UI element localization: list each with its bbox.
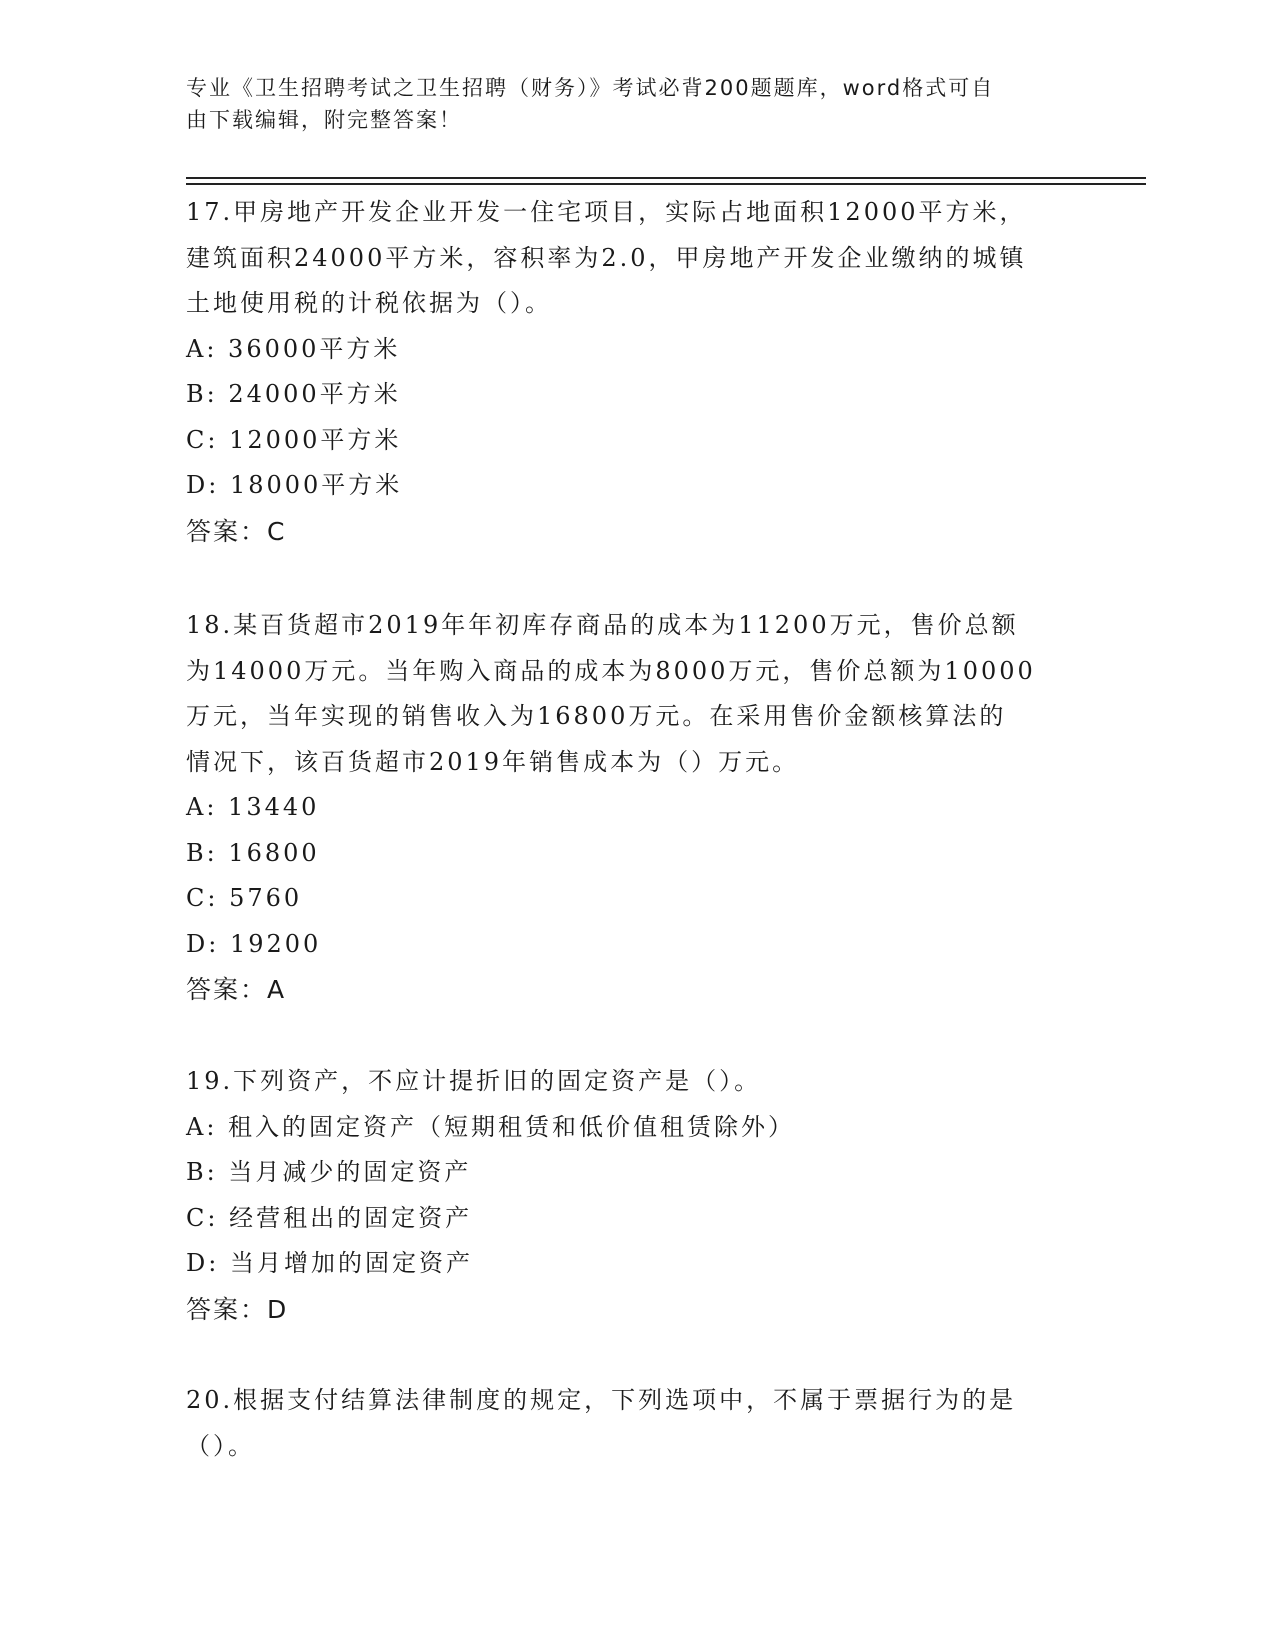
option-c: C: 12000平方米 xyxy=(186,425,402,454)
question-stem-line: 建筑面积24000平方米，容积率为2.0，甲房地产开发企业缴纳的城镇 xyxy=(186,243,1027,272)
option-c: C: 经营租出的固定资产 xyxy=(186,1203,473,1232)
header-divider-bottom xyxy=(186,183,1146,185)
header-divider-top xyxy=(186,177,1146,179)
question-stem-line: 情况下，该百货超市2019年销售成本为（）万元。 xyxy=(186,747,800,776)
question-19 xyxy=(186,1059,1086,1332)
question-stem-line: （）。 xyxy=(186,1431,255,1460)
header-line-1: 专业《卫生招聘考试之卫生招聘（财务）》考试必背200题题库，word格式可自 xyxy=(186,76,995,100)
option-c: C: 5760 xyxy=(186,884,303,912)
option-b: B: 16800 xyxy=(186,838,320,867)
question-stem-line: 万元，当年实现的销售收入为16800万元。在采用售价金额核算法的 xyxy=(186,702,1007,730)
option-b: B: 当月减少的固定资产 xyxy=(186,1158,472,1186)
question-stem-line: 为14000万元。当年购入商品的成本为8000万元，售价总额为10000 xyxy=(186,656,1036,685)
option-d: D: 当月增加的固定资产 xyxy=(186,1249,473,1277)
question-17 xyxy=(186,190,1086,554)
option-d: D: 18000平方米 xyxy=(186,471,403,499)
answer: 答案：D xyxy=(186,1294,289,1324)
question-18 xyxy=(186,603,1086,1013)
option-b: B: 24000平方米 xyxy=(186,380,401,408)
document-header xyxy=(186,72,1066,136)
question-20 xyxy=(186,1378,1086,1469)
option-a: A: 租入的固定资产（短期租赁和低价值租赁除外） xyxy=(186,1112,796,1141)
option-d: D: 19200 xyxy=(186,929,322,958)
option-a: A: 36000平方米 xyxy=(186,334,401,363)
answer: 答案：A xyxy=(186,975,287,1004)
question-stem-line: 17.甲房地产开发企业开发一住宅项目，实际占地面积12000平方米， xyxy=(186,198,1027,226)
question-stem-line: 土地使用税的计税依据为（）。 xyxy=(186,289,552,317)
header-line-2: 由下载编辑，附完整答案！ xyxy=(186,108,462,132)
option-a: A: 13440 xyxy=(186,793,320,821)
question-stem-line: 18.某百货超市2019年年初库存商品的成本为11200万元，售价总额 xyxy=(186,611,1019,639)
answer: 答案：C xyxy=(186,516,287,546)
question-stem-line: 19.下列资产，不应计提折旧的固定资产是（）。 xyxy=(186,1067,762,1095)
question-stem-line: 20.根据支付结算法律制度的规定，下列选项中，不属于票据行为的是 xyxy=(186,1386,1017,1414)
